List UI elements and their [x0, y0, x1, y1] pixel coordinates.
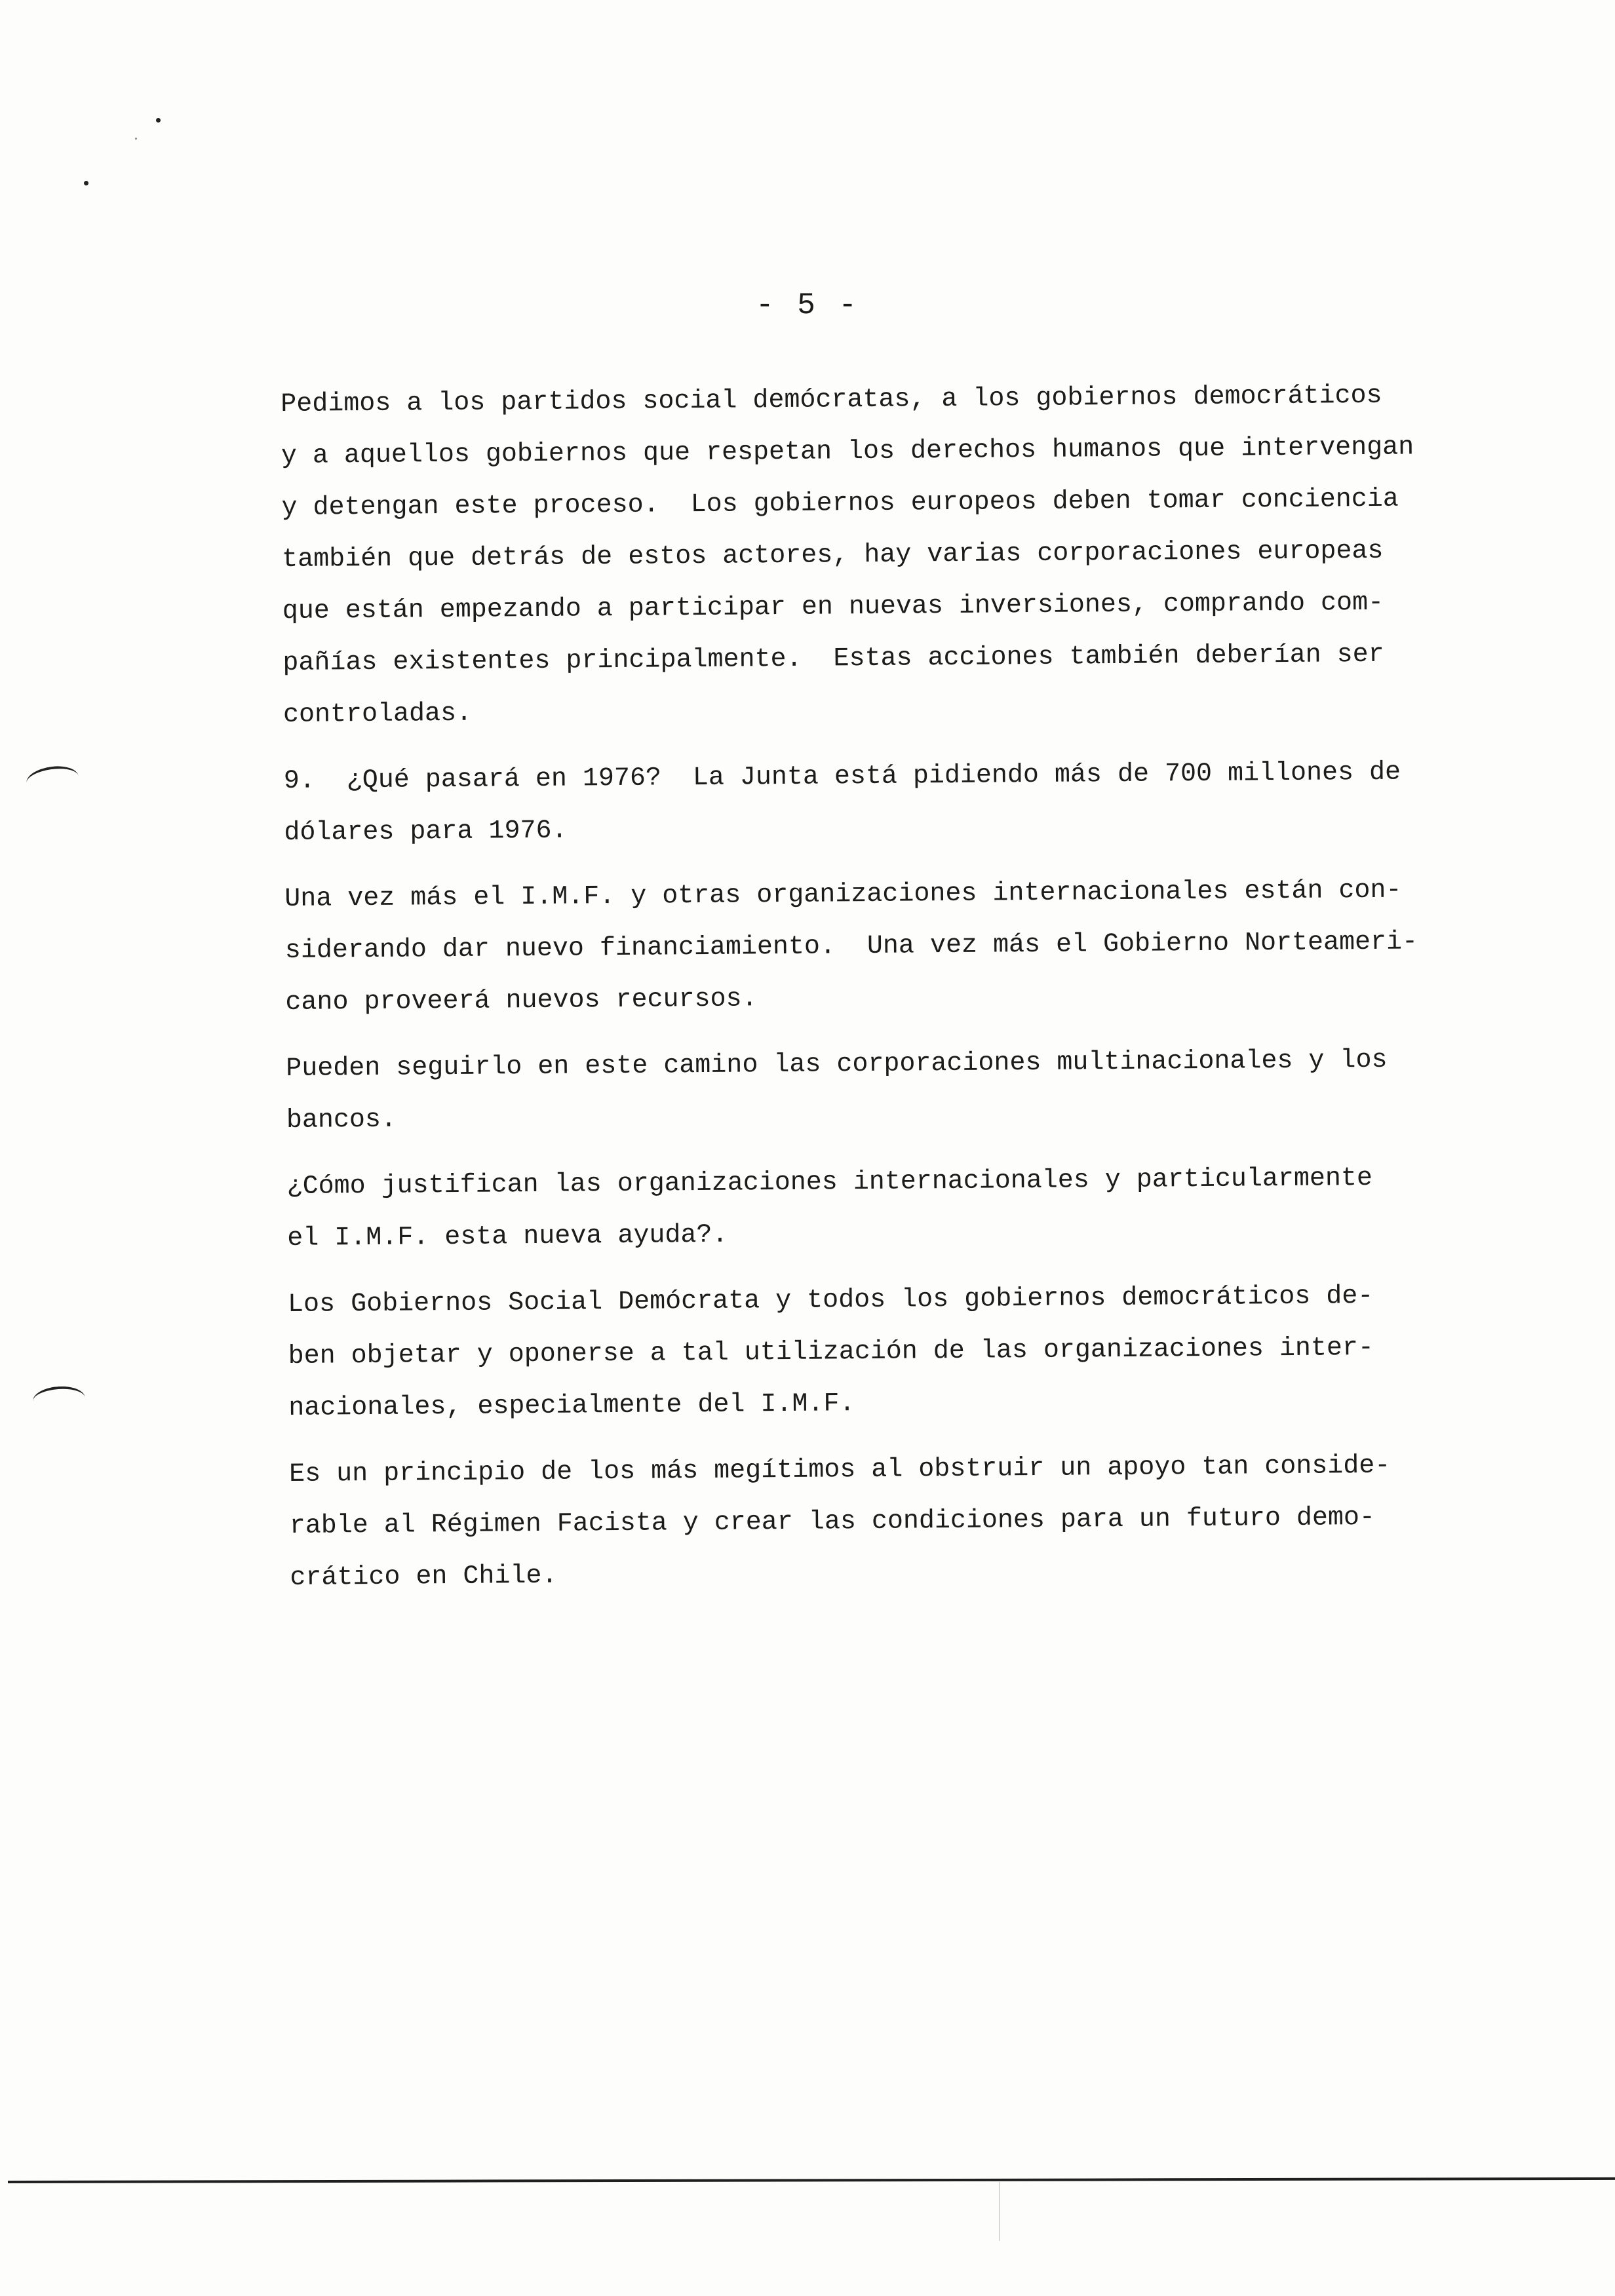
text-line: Los Gobiernos Social Demócrata y todos los gobiernos democráticos de- [287, 1281, 1374, 1320]
text-line: Una vez más el I.M.F. y otras organizaciones internacionales están con- [284, 875, 1402, 914]
text-line: Es un principio de los más megítimos al obstruir un apoyo tan conside- [288, 1451, 1391, 1489]
paragraph-1976 [284, 746, 1477, 859]
text-line: controladas. [282, 698, 473, 730]
ink-speck [84, 181, 88, 185]
text-line: ben objetar y oponerse a tal utilización de las organizaciones inter- [288, 1333, 1374, 1371]
text-line: el I.M.F. esta nueva ayuda?. [287, 1220, 728, 1253]
text-line: y detengan este proceso. Los gobiernos europeos deben tomar conciencia [281, 484, 1399, 523]
text-line: cano proveerá nuevos recursos. [285, 984, 758, 1018]
text-line: crático en Chile. [290, 1561, 558, 1593]
paragraph-governments [288, 1270, 1482, 1434]
text-line: 9. ¿Qué pasará en 1976? La Junta está pidiendo más de 700 millones de [283, 757, 1401, 796]
paragraph-corporations [286, 1034, 1479, 1147]
document-body [281, 370, 1483, 1618]
text-line: rable al Régimen Facista y crear las condiciones para un futuro demo- [289, 1502, 1376, 1541]
text-line: bancos. [286, 1105, 397, 1136]
text-line: también que detrás de estos actores, hay varias corporaciones europeas [281, 536, 1384, 575]
hole-punch-mark [25, 763, 81, 797]
page-bottom-rule [8, 2177, 1615, 2183]
paragraph-principle [289, 1440, 1483, 1604]
text-line: Pedimos a los partidos social demócratas, a los gobiernos democráticos [281, 381, 1382, 419]
paragraph-financing [284, 864, 1479, 1029]
text-line: que están empezando a participar en nuevas inversiones, comprando com- [282, 588, 1384, 626]
paragraph-question [286, 1152, 1480, 1265]
text-line: dólares para 1976. [284, 816, 568, 848]
text-line: ¿Cómo justifican las organizaciones internacionales y particularmente [286, 1163, 1373, 1202]
text-line: Pueden seguirlo en este camino las corporaciones multinacionales y los [286, 1045, 1388, 1084]
ink-speck [156, 118, 161, 123]
page-number: - 5 - [755, 288, 860, 322]
text-line: y a aquellos gobiernos que respetan los derechos humanos que intervengan [281, 432, 1414, 471]
paragraph-appeal [281, 370, 1476, 741]
text-line: pañías existentes principalmente. Estas acciones también deberían ser [282, 640, 1384, 678]
text-line: siderando dar nuevo financiamiento. Una vez más el Gobierno Norteameri- [284, 927, 1418, 966]
faint-fold-mark [999, 2182, 1000, 2241]
ink-speck [135, 138, 137, 140]
text-line: nacionales, especialmente del I.M.F. [288, 1389, 855, 1423]
hole-punch-mark [32, 1385, 87, 1414]
